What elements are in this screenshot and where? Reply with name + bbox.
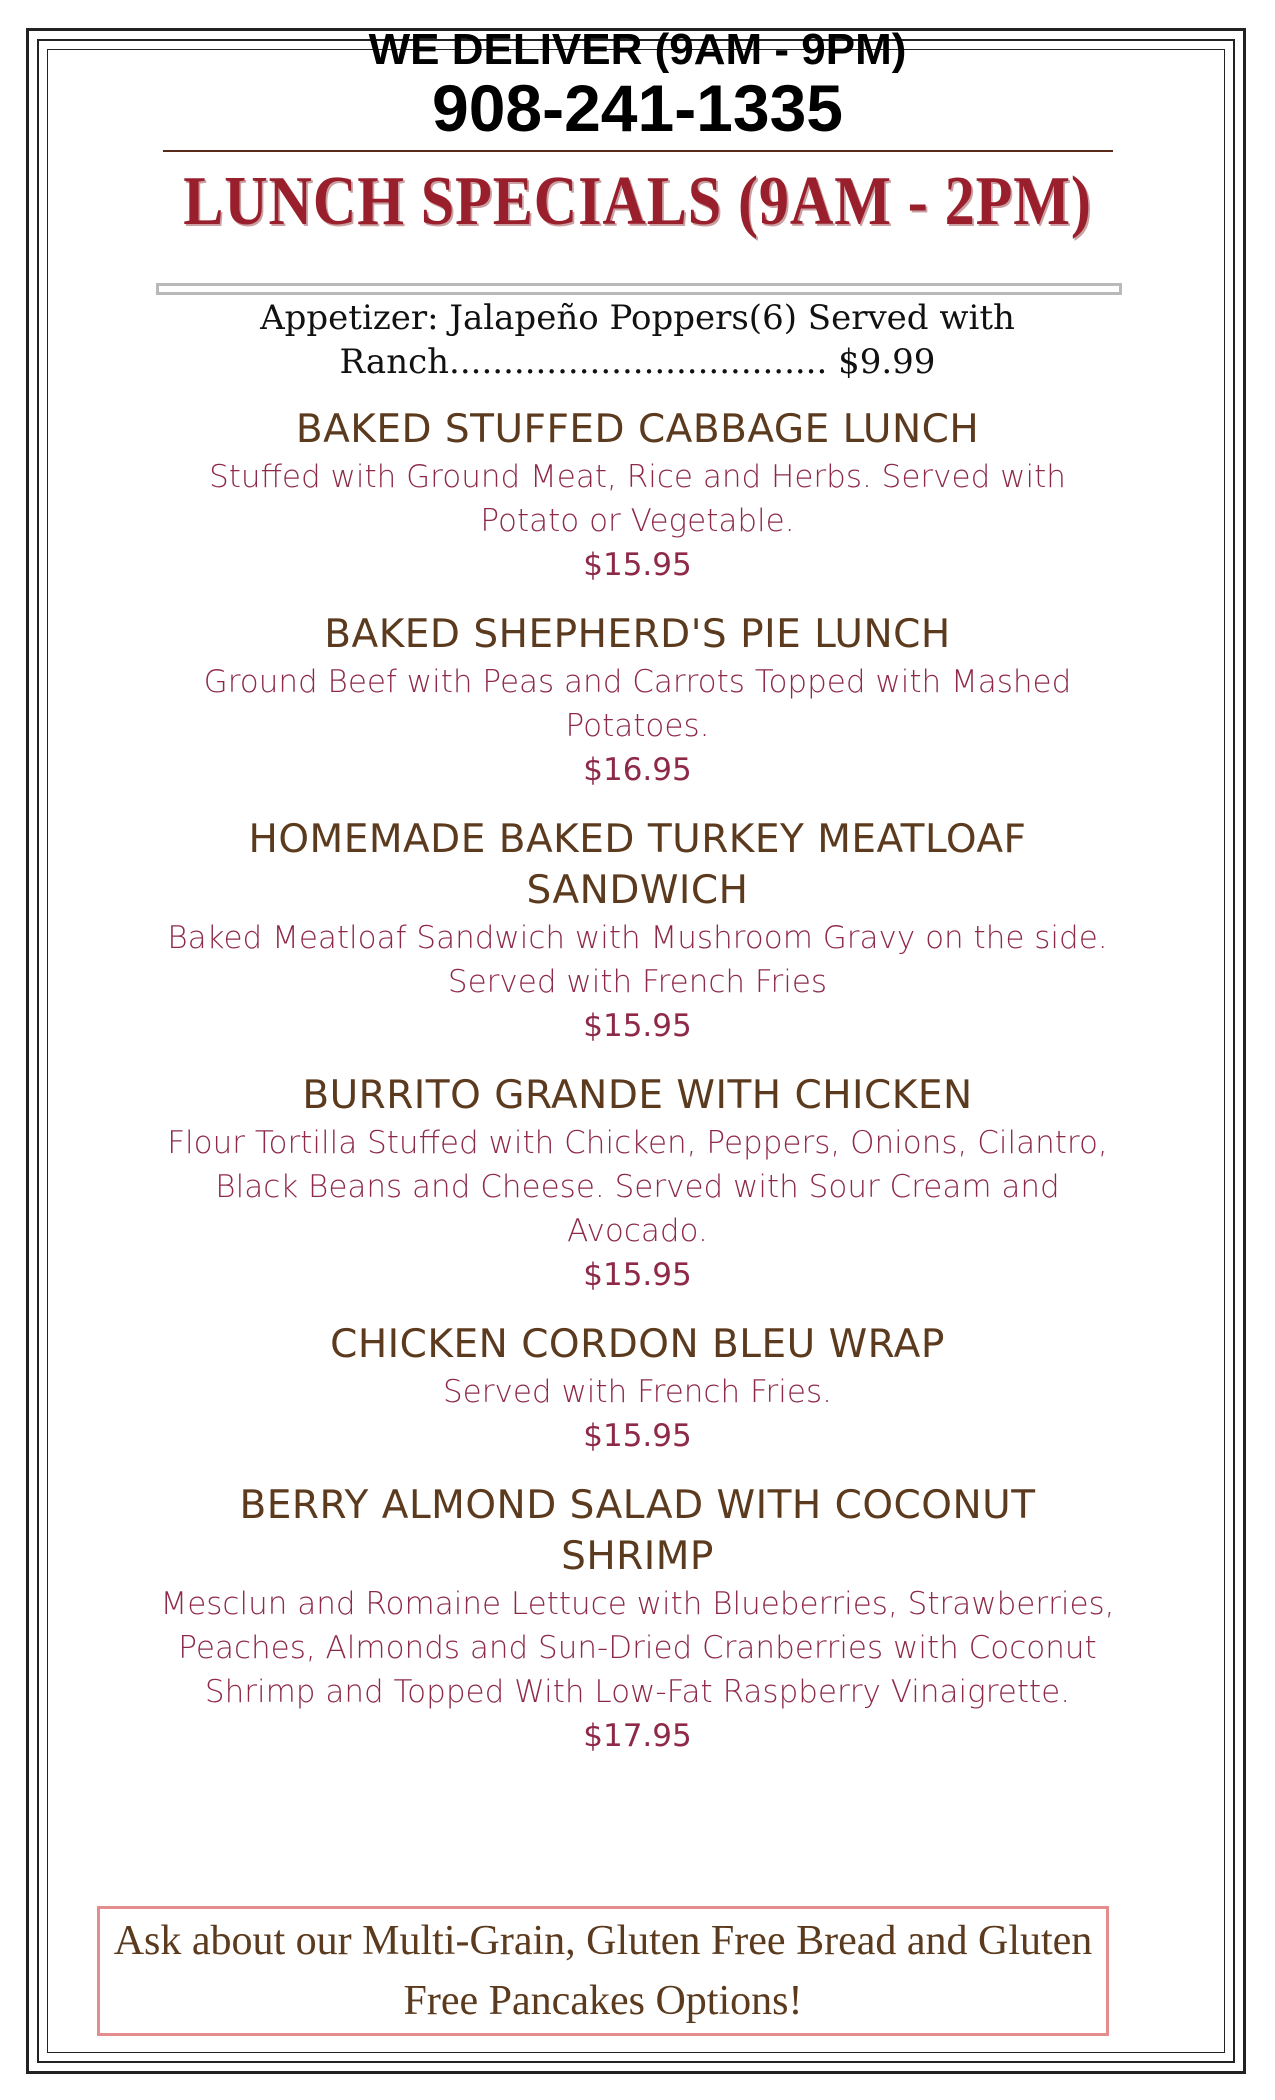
item-price: $15.95 (583, 1257, 692, 1293)
header-divider (163, 150, 1113, 152)
gluten-free-notice (97, 1906, 1109, 2036)
menu-list (160, 404, 1115, 1780)
item-price: $15.95 (583, 547, 692, 583)
menu-item (160, 404, 1115, 587)
item-description: Stuffed with Ground Meat, Rice and Herbs. Served with Potato or Vegetable. (209, 459, 1066, 539)
item-name: BAKED STUFFED CABBAGE LUNCH (295, 407, 980, 452)
item-description: Flour Tortilla Stuffed with Chicken, Peppers, Onions, Cilantro, Black Beans and Cheese. Served with Sour Cream and Avocado. (167, 1125, 1108, 1249)
item-price: $17.95 (583, 1718, 692, 1754)
item-name: BURRITO GRANDE WITH CHICKEN (302, 1073, 973, 1118)
page-title: LUNCH SPECIALS (9AM - 2PM) (183, 163, 1092, 240)
item-description: Ground Beef with Peas and Carrots Topped with Mashed Potatoes. (203, 664, 1072, 744)
phone-number[interactable]: 908-241-1335 (431, 71, 844, 145)
item-description: Mesclun and Romaine Lettuce with Blueberries, Strawberries, Peaches, Almonds and Sun-Dried Cranberries with Coconut Shrimp and Topped With Low-Fat Raspberry Vinaigrette. (160, 1586, 1115, 1710)
item-name: BAKED SHEPHERD'S PIE LUNCH (324, 612, 951, 657)
menu-item (160, 1480, 1115, 1758)
appetizer-line: Appetizer: Jalapeño Poppers(6) Served with Ranch................................... $9.99 (260, 298, 1015, 382)
menu-item (160, 1070, 1115, 1297)
menu-item (160, 814, 1115, 1048)
item-price: $15.95 (583, 1418, 692, 1454)
notice-text: Ask about our Multi-Grain, Gluten Free Bread and Gluten Free Pancakes Options! (113, 1918, 1093, 2024)
item-description: Baked Meatloaf Sandwich with Mushroom Gravy on the side. Served with French Fries (167, 920, 1108, 1000)
item-name: HOMEMADE BAKED TURKEY MEATLOAF SANDWICH (248, 817, 1027, 913)
item-description: Served with French Fries. (443, 1374, 832, 1410)
item-price: $16.95 (583, 752, 692, 788)
item-price: $15.95 (583, 1008, 692, 1044)
menu-item (160, 1319, 1115, 1458)
delivery-hours: WE DELIVER (9AM - 9PM) (368, 25, 907, 74)
item-name: BERRY ALMOND SALAD WITH COCONUT SHRIMP (239, 1483, 1036, 1579)
menu-item (160, 609, 1115, 792)
title-underline-bar (156, 283, 1122, 295)
item-name: CHICKEN CORDON BLEU WRAP (330, 1322, 945, 1367)
